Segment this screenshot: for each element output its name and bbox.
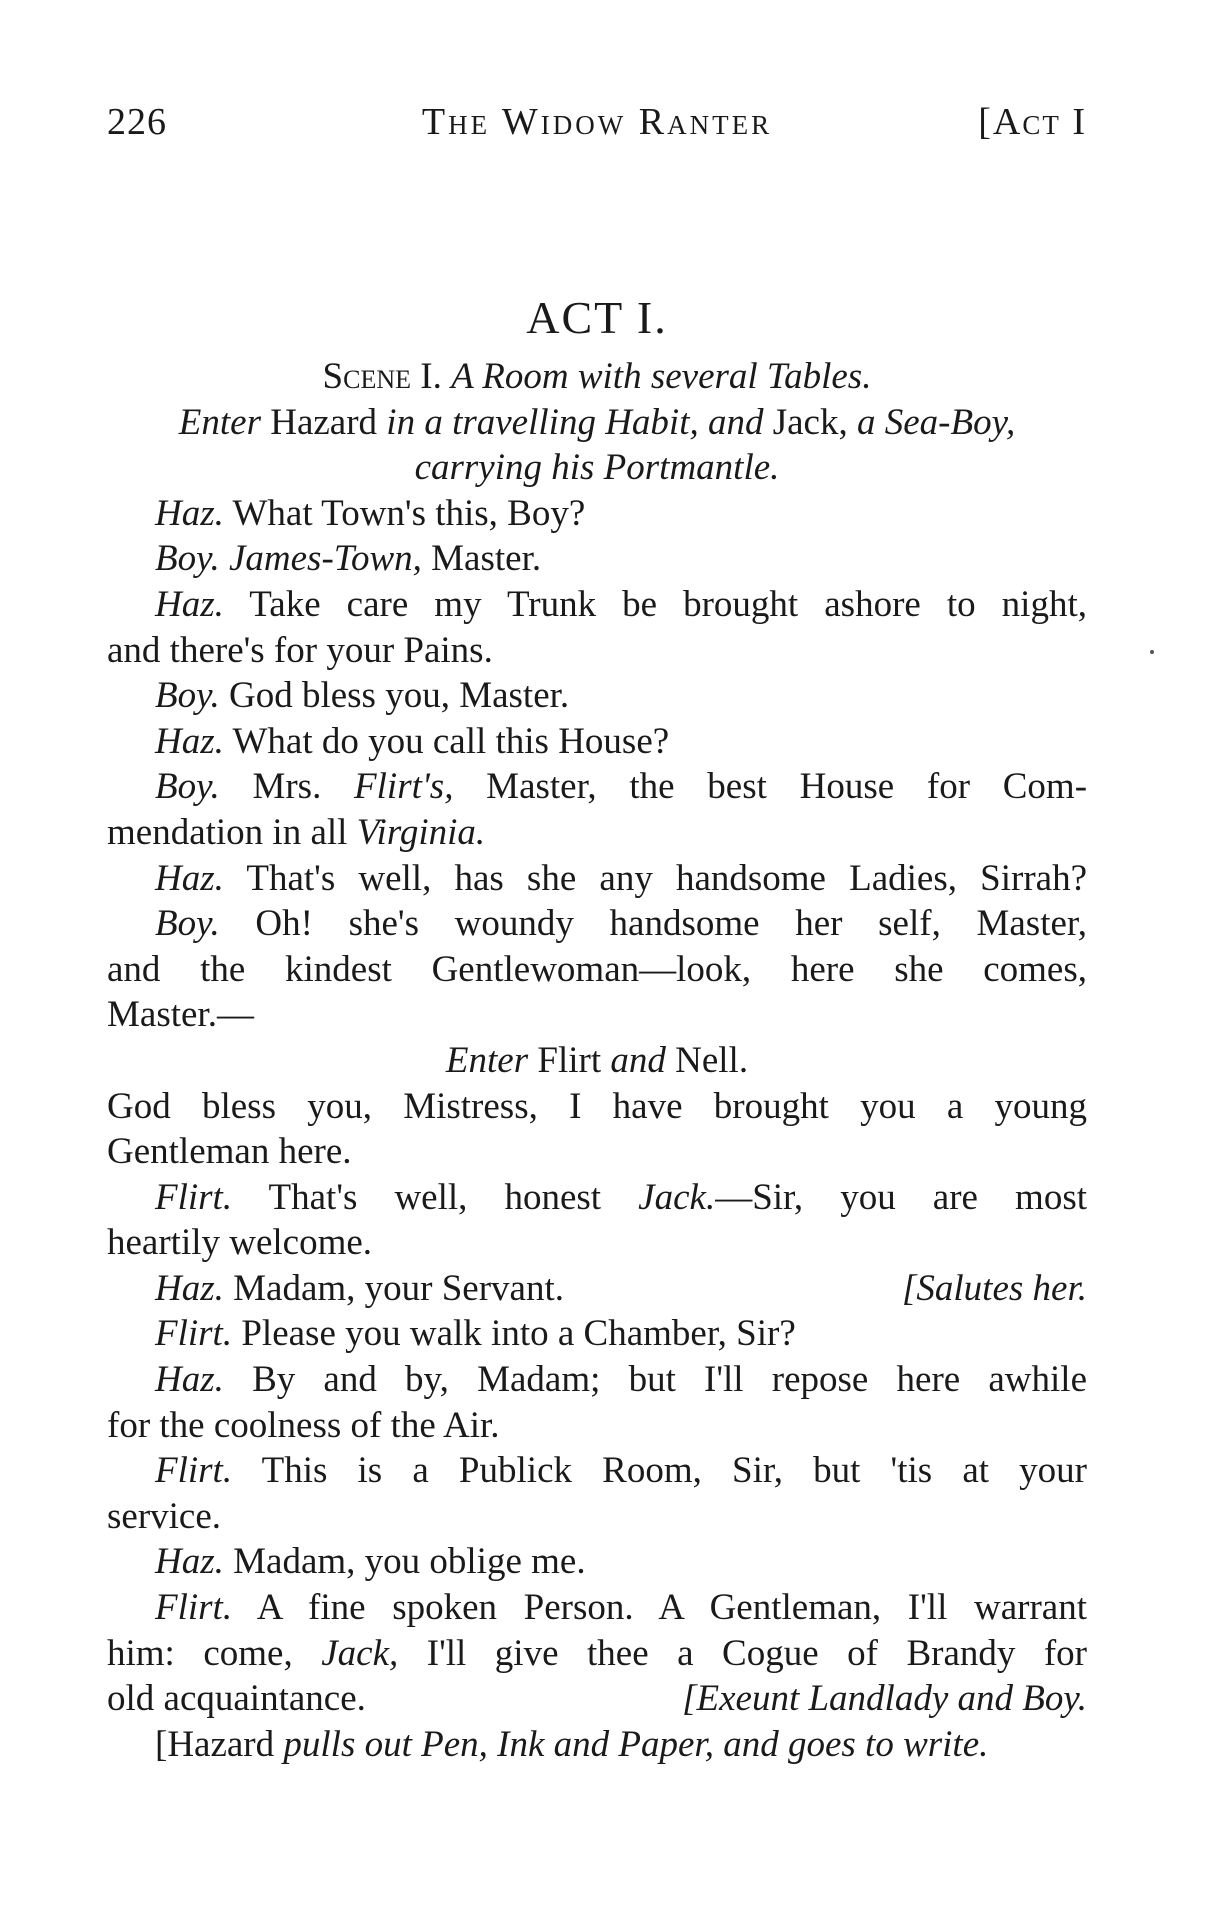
speaker: Flirt. xyxy=(155,1313,233,1355)
dialogue-continuation: and there's for your Pains. xyxy=(107,629,493,671)
stage-direction-entry: Enter Hazard in a travelling Habit, and Jack, a Sea-Boy, carrying his Portmantle. xyxy=(178,401,1016,489)
speaker: Boy. xyxy=(155,766,220,808)
dialogue-continuation: mendation in all Virginia. xyxy=(107,811,486,853)
dialogue-line: Haz. What Town's this, Boy? xyxy=(155,492,586,534)
stage-direction-entry: Enter Flirt and Nell. xyxy=(445,1039,749,1081)
speaker: Haz. xyxy=(155,1267,224,1309)
dialogue-continuation: Gentleman here. xyxy=(107,1131,352,1173)
speaker: Haz. xyxy=(155,583,224,625)
dialogue-line: Boy. Mrs. Flirt's, Master, the best House for Com- xyxy=(155,766,1088,808)
running-head xyxy=(107,100,1087,150)
dialogue-continuation: heartily welcome. xyxy=(107,1222,373,1264)
dialogue-continuation: him: come, Jack, I'll give thee a Cogue of Brandy for xyxy=(107,1632,1088,1674)
dialogue-line: Haz. Madam, your Servant. [Salutes her. xyxy=(107,1266,1087,1312)
dialogue-line: Flirt. A fine spoken Person. A Gentleman, I'll warrant xyxy=(155,1587,1087,1629)
dialogue-line: Haz. What do you call this House? xyxy=(155,720,670,762)
running-title: The Widow Ranter xyxy=(421,101,773,143)
scene-heading xyxy=(107,354,1087,400)
speaker: Flirt. xyxy=(155,1176,233,1218)
dialogue-continuation: for the coolness of the Air. xyxy=(107,1404,500,1446)
dialogue-line: Haz. Take care my Trunk be brought ashore to night, xyxy=(155,583,1087,625)
running-act: [Act I xyxy=(978,101,1087,143)
dialogue-line: Haz. That's well, has she any handsome Ladies, Sirrah? xyxy=(155,857,1087,899)
dialogue-continuation: service. xyxy=(107,1495,222,1537)
speaker: Haz. xyxy=(155,720,224,762)
dialogue-line: Flirt. Please you walk into a Chamber, Sir? xyxy=(155,1313,796,1355)
dialogue-continuation: old acquaintance. [Exeunt Landlady and Boy. xyxy=(107,1676,1087,1722)
speaker: Boy. xyxy=(155,675,220,717)
speaker: Boy. xyxy=(155,903,220,945)
page-number: 226 xyxy=(107,101,167,143)
speaker: Haz. xyxy=(155,857,224,899)
speaker: Haz. xyxy=(155,1359,224,1401)
speaker: Haz. xyxy=(155,1541,224,1583)
play-text xyxy=(107,288,1087,1767)
dialogue-line: Flirt. That's well, honest Jack.—Sir, you are most xyxy=(155,1176,1088,1218)
scene-label: Scene I. xyxy=(322,356,442,397)
dialogue-line: Haz. Madam, you oblige me. xyxy=(155,1541,586,1583)
speaker: Boy. xyxy=(155,538,220,580)
dialogue-continuation: Master.— xyxy=(107,994,254,1036)
dialogue-line: Boy. James-Town, Master. xyxy=(155,538,542,580)
stage-direction: [Exeunt Landlady and Boy. xyxy=(682,1678,1087,1720)
dialogue-line: Boy. Oh! she's woundy handsome her self, Master, xyxy=(155,903,1087,945)
dialogue-line: Boy. God bless you, Master. xyxy=(155,675,570,717)
dialogue-line: Haz. By and by, Madam; but I'll repose here awhile xyxy=(155,1359,1087,1401)
dialogue-line: Flirt. This is a Publick Room, Sir, but 'tis at your xyxy=(155,1450,1087,1492)
speaker: Flirt. xyxy=(155,1450,233,1492)
act-heading: ACT I. xyxy=(526,292,668,343)
page-speck xyxy=(1150,650,1154,654)
stage-direction-final: [Hazard pulls out Pen, Ink and Paper, and goes to write. xyxy=(155,1723,989,1765)
stage-direction: [Salutes her. xyxy=(902,1267,1087,1309)
speaker: Haz. xyxy=(155,492,224,534)
dialogue-continuation: and the kindest Gentlewoman—look, here she comes, xyxy=(107,948,1087,990)
speaker: Flirt. xyxy=(155,1587,233,1629)
dialogue-line: God bless you, Mistress, I have brought you a young xyxy=(107,1085,1087,1127)
scene-description: A Room with several Tables. xyxy=(451,356,872,397)
